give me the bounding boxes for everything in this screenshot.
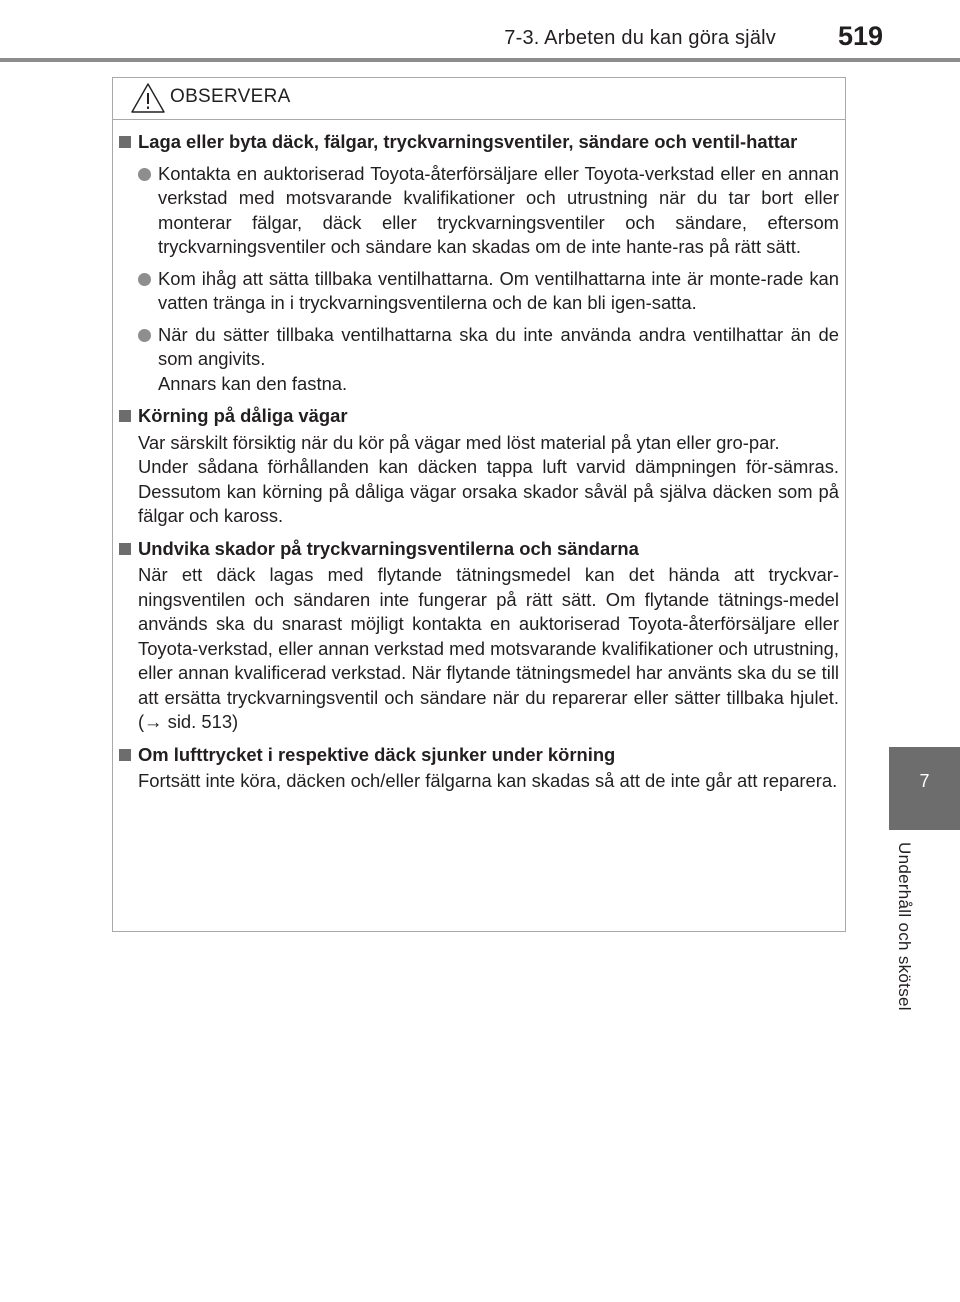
section-heading [117,130,839,155]
paragraph: Under sådana förhållanden kan däcken tappa luft varvid dämpningen för-sämras. Dessutom kan körning på dåliga vägar orsaka skador såväl på själva däcken som på fälgar och kaross. [138,456,839,526]
header-rule [0,58,960,62]
round-bullet-icon [138,273,151,286]
square-bullet-icon [119,410,131,422]
paragraph: Fortsätt inte köra, däcken och/eller fälgarna kan skadas så att de inte går att reparera. [138,770,838,791]
caution-header [112,77,846,120]
chapter-tab [889,747,960,830]
page-reference-link[interactable]: sid. 513) [167,711,239,732]
list-item [117,267,839,316]
heading-text: Om lufttrycket i respektive däck sjunker under körning [138,743,616,765]
warning-triangle-icon [130,82,166,114]
square-bullet-icon [119,136,131,148]
list-item-text: Kom ihåg att sätta tillbaka ventilhattarna. Om ventilhattarna inte är monte-rade kan vatten tränga in i tryckvarningsventilerna och de kan bli igen-satta. [158,267,839,313]
reference-arrow-icon: → [144,711,163,732]
list-item-text: Kontakta en auktoriserad Toyota-återförsäljare eller Toyota-verkstad eller en annan verkstad med motsvarande kvalifikationer och utrustning när du tar bort eller monterar fälgar, däck eller tryckvarningsventiler och sändare, eftersom tryckvarningsventiler och sändare kan skadas om de inte hante-ras på rätt sätt. [158,162,839,257]
round-bullet-icon [138,329,151,342]
square-bullet-icon [119,543,131,555]
section-heading [117,743,839,768]
square-bullet-icon [119,749,131,761]
section-sealant [117,537,839,735]
list-item-text: När du sätter tillbaka ventilhattarna ska du inte använda andra ventilhattar än de som angivits. [158,323,839,369]
paragraph-text: När ett däck lagas med flytande tätningsmedel kan det hända att tryckvar-ningsventilen och sändaren inte fungerar på rätt sätt. Om flytande tätnings-medel används ska du snarast möjligt kontakta en auktoriserad Toyota-återförsäljare eller Toyota-verkstad, eller annan verkstad med motsvarande kvalifikationer och utrustning, eller annan kvalificerad verkstad. När flytande tätningsmedel har använts ska du se till att ersätta tryckvarningsventil och sändare när du reparerar eller sätter tillbaka hjulet. ( [138,564,839,732]
list-item [117,162,839,260]
paragraph [117,563,839,735]
heading-text: Körning på dåliga vägar [138,405,348,426]
heading-text: Laga eller byta däck, fälgar, tryckvarningsventiler, sändare och ventil-hattar [138,131,798,152]
section-repair [117,130,839,396]
page-number: 519 [837,21,883,51]
caution-content [117,130,839,802]
section-heading [117,404,839,429]
section-heading [117,537,839,562]
section-pressure-drop [117,743,839,794]
list-item-text: Annars kan den fastna. [158,372,348,394]
caution-label: OBSERVERA [170,86,291,107]
paragraph: Var särskilt försiktig när du kör på vägar med löst material på ytan eller gro-par. [138,431,780,453]
section-bad-roads [117,404,839,529]
chapter-label: Underhåll och skötsel [895,842,914,1011]
heading-text: Undvika skador på tryckvarningsventilerna och sändarna [138,537,639,559]
section-title: 7-3. Arbeten du kan göra själv [504,27,776,49]
round-bullet-icon [138,168,151,181]
chapter-number: 7 [919,771,930,791]
list-item [117,323,839,397]
